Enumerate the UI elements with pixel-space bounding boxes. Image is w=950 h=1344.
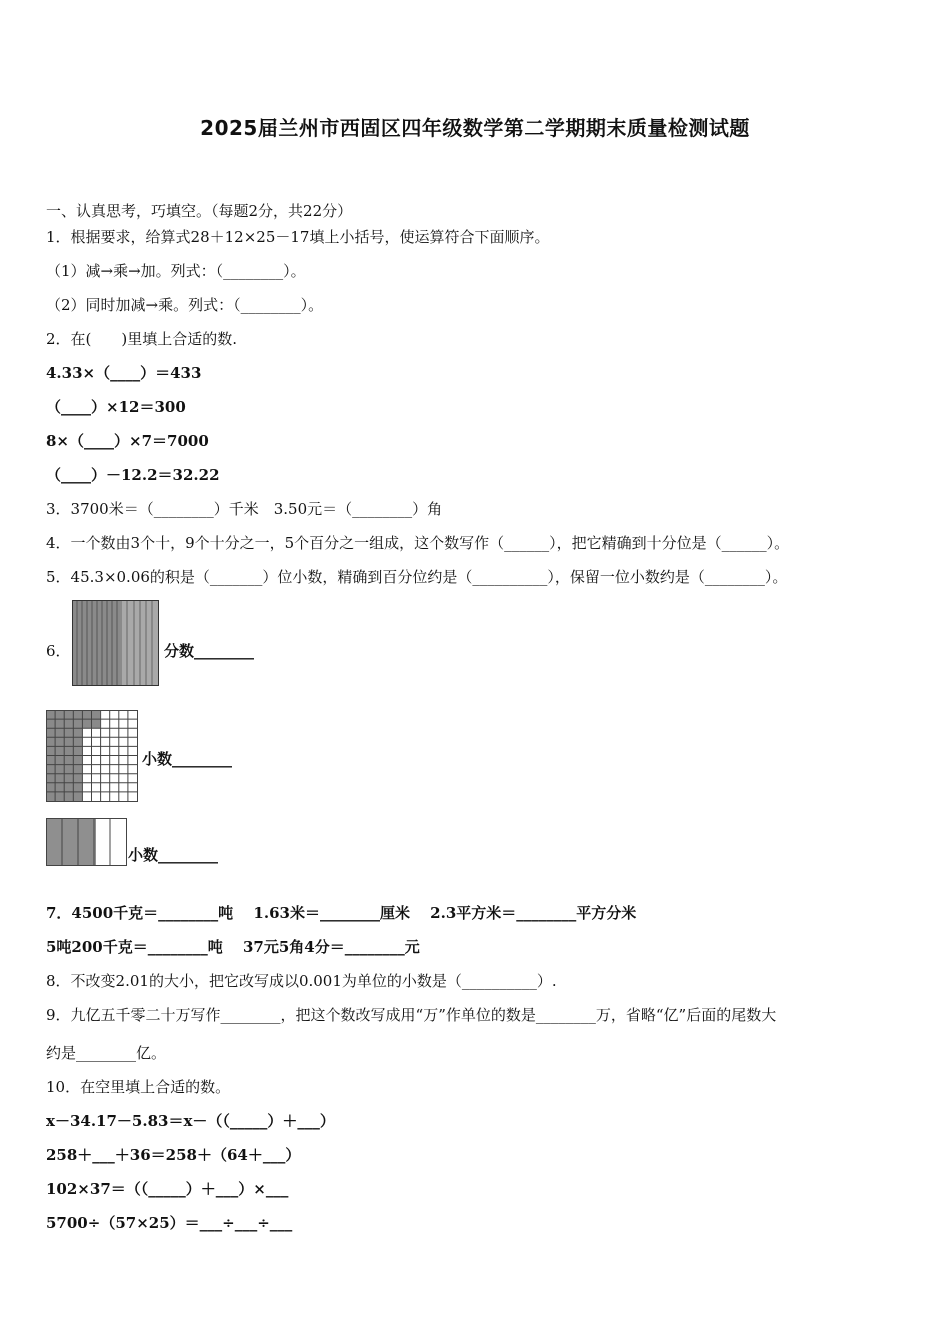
q6-decimal-label-1: 小数________: [142, 750, 233, 768]
section-header: 一、认真思考，巧填空。（每题2分，共22分）: [46, 202, 353, 220]
q8-text: 8．不改变2.01的大小，把它改写成以0.001为单位的小数是（__________）.: [46, 972, 557, 990]
q2-stem: 2．在( )里填上合适的数.: [46, 330, 238, 348]
q4-text: 4．一个数由3个十，9个十分之一，5个百分之一组成，这个数写作（______），把它精确到十分位是（______）。: [46, 534, 790, 552]
q10-stem: 10．在空里填上合适的数。: [46, 1078, 231, 1096]
q1-part2: （2）同时加减→乘。列式：（________）。: [46, 296, 324, 314]
q2-line4: （____）－12.2＝32.22: [46, 466, 220, 484]
q1-part1: （1）减→乘→加。列式：（________）。: [46, 262, 306, 280]
q9-line2: 约是________亿。: [46, 1044, 167, 1062]
q7-line2: 5吨200千克＝________吨 37元5角4分＝________元: [46, 938, 420, 956]
q10-line1: x－34.17－5.83＝x－（（_____）＋___）: [46, 1112, 335, 1130]
q10-line3: 102×37＝（（_____）＋___）×___: [46, 1180, 289, 1198]
page-title: 2025届兰州市西固区四年级数学第二学期期末质量检测试题: [200, 116, 750, 140]
q10-line2: 258＋___＋36＝258＋（64＋___）: [46, 1146, 301, 1164]
q2-line2: （____）×12＝300: [46, 398, 186, 416]
q2-line3: 8×（____）×7＝7000: [46, 432, 209, 450]
q6-decimal-label-2: 小数________: [128, 846, 219, 864]
q1-stem: 1．根据要求，给算式28＋12×25－17填上小括号，使运算符合下面顺序。: [46, 228, 550, 246]
q9-line1: 9．九亿五千零二十万写作________，把这个数改写成用“万”作单位的数是________万，省略“亿”后面的尾数大: [46, 1006, 777, 1024]
q2-line1: 4.33×（____）＝433: [46, 364, 202, 382]
tenths-bar-figure: [46, 818, 130, 868]
q7-line1: 7．4500千克＝________吨 1.63米＝________厘米 2.3平方米＝________平方分米: [46, 904, 637, 922]
q6-fraction-label: 分数________: [164, 642, 255, 660]
q3-text: 3．3700米＝（________）千米 3.50元＝（________）角: [46, 500, 443, 518]
q10-line4: 5700÷（57×25）＝___÷___÷___: [46, 1214, 293, 1232]
hundreds-grid-figure: [46, 710, 140, 804]
q5-text: 5．45.3×0.06的积是（_______）位小数，精确到百分位约是（__________），保留一位小数约是（________）。: [46, 568, 788, 586]
tenths-strip-figure: [72, 600, 162, 688]
shaded-region: [46, 818, 96, 866]
q6-number: 6．: [46, 642, 71, 660]
